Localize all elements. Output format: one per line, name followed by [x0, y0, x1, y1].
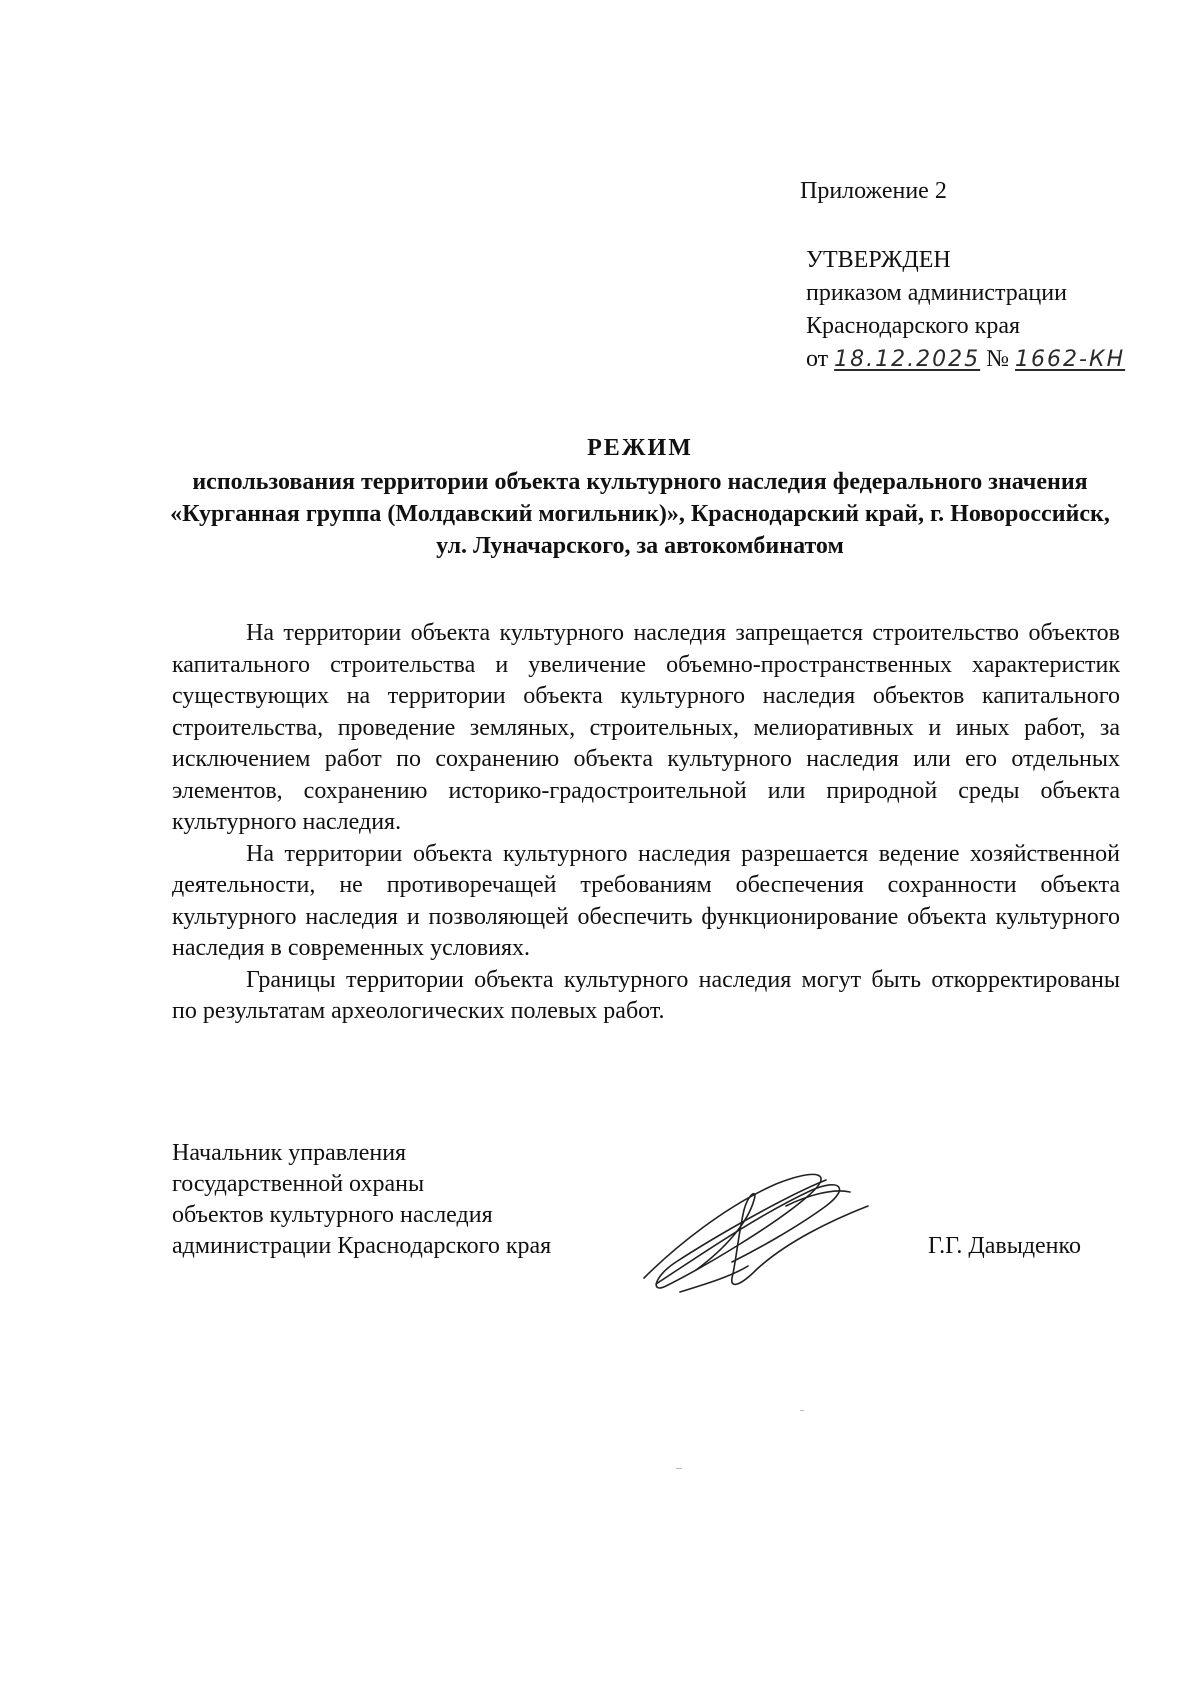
position-line-3: объектов культурного наследия [172, 1202, 493, 1228]
position-line-1: Начальник управления [172, 1140, 407, 1166]
approval-block [806, 244, 1125, 376]
scan-speck [800, 1410, 804, 1411]
signatory-position [172, 1138, 551, 1262]
body-paragraph-2: На территории объекта культурного наследия разрешается ведение хозяйственной деятельности, не противоречащей требованиям обеспечения сохранности объекта культурного наследия и позволяющей обеспечить функционирование объекта культурного наследия в современных условиях. [172, 840, 1120, 961]
position-line-4: администрации Краснодарского края [172, 1233, 552, 1259]
order-line-1: приказом администрации [806, 280, 1067, 306]
document-subtitle: использования территории объекта культурного наследия федерального значения «Курганная группа (Молдавский могильник)», Краснодарский край, г. Новороссийск, ул. Луначарского, за автокомбинатом [170, 469, 1110, 559]
approved-label: УТВЕРЖДЕН [806, 247, 951, 273]
number-prefix: № [986, 346, 1010, 372]
date-prefix: от [806, 346, 829, 372]
document-title: РЕЖИМ [587, 435, 693, 461]
position-line-2: государственной охраны [172, 1171, 425, 1197]
scan-speck [676, 1468, 682, 1469]
body-paragraph-1: На территории объекта культурного наследия запрещается строительство объектов капитального строительства и увеличение объемно-пространственных характеристик существующих на территории объекта культурного наследия объектов капитального строительства, проведение земляных, строительных, мелиоративных и иных работ, за исключением работ по сохранению объекта культурного наследия или его отдельных элементов, сохранению историко-градостроительной или природной среды объекта культурного наследия. [172, 620, 1120, 835]
handwritten-date: 18.12.2025 [834, 347, 981, 372]
handwritten-signature [636, 1166, 876, 1296]
order-line-2: Краснодарского края [806, 313, 1021, 339]
order-date-number-line [806, 343, 1125, 376]
document-body [172, 618, 1120, 1028]
signatory-name: Г.Г. Давыденко [928, 1233, 1081, 1259]
document-title-block [160, 432, 1120, 562]
body-paragraph-3: Границы территории объекта культурного наследия могут быть откорректированы по результатам археологических полевых работ. [172, 966, 1120, 1024]
appendix-label: Приложение 2 [800, 178, 947, 204]
handwritten-number: 1662-КН [1015, 347, 1126, 372]
